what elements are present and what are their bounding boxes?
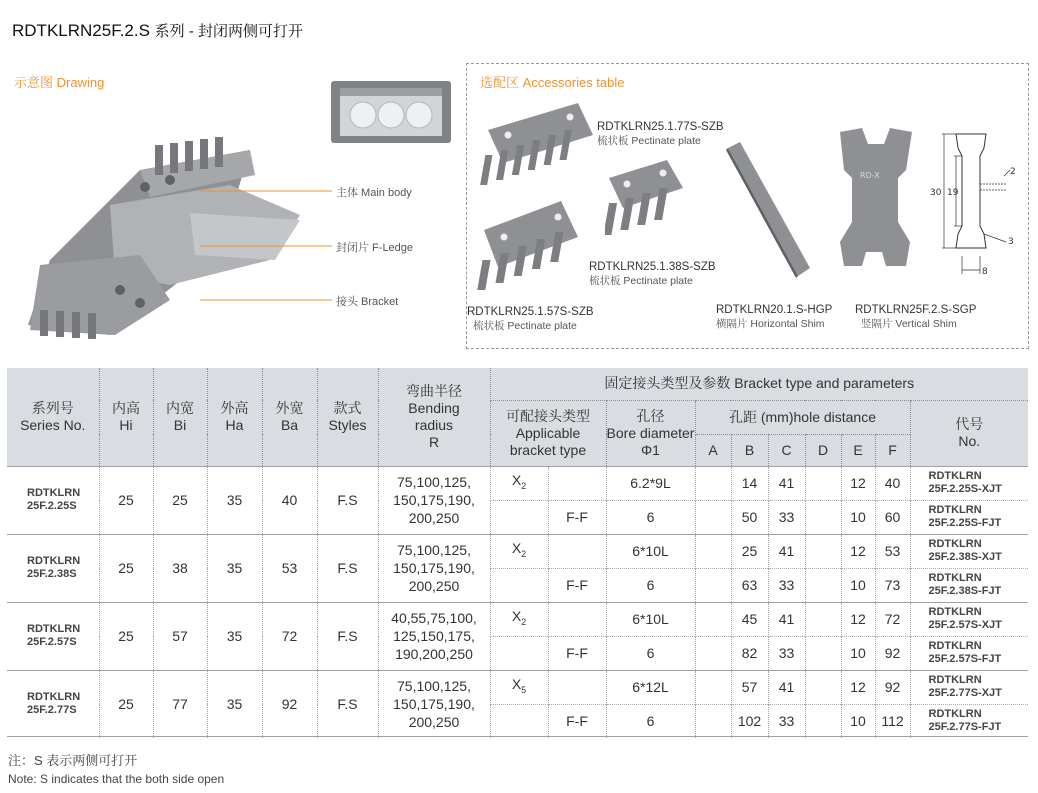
accessory-77s xyxy=(597,120,724,148)
dim-2: 2 xyxy=(1010,167,1016,177)
series-cell: RDTKLRN 25F.2.38S xyxy=(7,534,99,602)
code-cell: RDTKLRN 25F.2.77S-XJT xyxy=(910,670,1028,704)
dist-a-cell xyxy=(695,500,731,534)
accessory-57s-code: RDTKLRN25.1.57S-SZB xyxy=(467,306,594,318)
ha-cell: 35 xyxy=(207,602,262,670)
hi-cell: 25 xyxy=(99,466,153,534)
bracket-ff-cell: F-F xyxy=(548,636,606,670)
style-cell: F.S xyxy=(317,534,378,602)
accessories-label: 选配区 Accessories table xyxy=(480,75,625,90)
dist-d-cell xyxy=(805,602,841,636)
dist-a-cell xyxy=(695,568,731,602)
ba-cell: 53 xyxy=(262,534,317,602)
bracket-x-cell xyxy=(490,704,548,738)
header-hi: 内高 Hi xyxy=(99,368,153,466)
accessory-hgp-name: 横隔片 Horizontal Shim xyxy=(716,318,825,330)
accessory-38s-code: RDTKLRN25.1.38S-SZB xyxy=(589,261,716,273)
dist-d-cell xyxy=(805,466,841,500)
table-row xyxy=(7,534,1028,568)
bore-cell: 6.2*9L xyxy=(606,466,695,500)
vertical-shim-dimension-drawing xyxy=(930,126,1022,278)
vertical-shim-mark: RD-X xyxy=(860,171,880,180)
dist-e-cell: 10 xyxy=(841,636,875,670)
dist-b-cell: 57 xyxy=(731,670,768,704)
header-radius: 弯曲半径 Bending radius R xyxy=(378,368,490,466)
code-cell: RDTKLRN 25F.2.25S-FJT xyxy=(910,500,1028,534)
dist-d-cell xyxy=(805,534,841,568)
accessory-57s-name: 梳状板 Pectinate plate xyxy=(473,320,577,332)
bi-cell: 77 xyxy=(153,670,207,738)
dist-a-cell xyxy=(695,704,731,738)
series-cell: RDTKLRN 25F.2.25S xyxy=(7,466,99,534)
header-bore: 孔径 Bore diameter Φ1 xyxy=(606,400,695,466)
accessory-77s-code: RDTKLRN25.1.77S-SZB xyxy=(597,121,724,133)
dist-e-cell: 12 xyxy=(841,534,875,568)
dist-f-cell: 73 xyxy=(875,568,910,602)
bracket-x-cell: $X_2$ xyxy=(490,602,548,636)
header-ba: 外宽 Ba xyxy=(262,368,317,466)
bracket-ff-cell xyxy=(548,670,606,704)
bi-cell: 25 xyxy=(153,466,207,534)
dist-c-cell: 33 xyxy=(768,704,805,738)
header-e: E xyxy=(841,434,875,466)
header-ha: 外高 Ha xyxy=(207,368,262,466)
ba-cell: 92 xyxy=(262,670,317,738)
code-cell: RDTKLRN 25F.2.25S-XJT xyxy=(910,466,1028,500)
ha-cell: 35 xyxy=(207,670,262,738)
accessory-sgp xyxy=(855,303,976,331)
bore-cell: 6 xyxy=(606,704,695,738)
ba-cell: 72 xyxy=(262,602,317,670)
table-row xyxy=(7,670,1028,704)
bi-cell: 57 xyxy=(153,602,207,670)
series-cell: RDTKLRN 25F.2.77S xyxy=(7,670,99,738)
callout-bracket: 接头 Bracket xyxy=(336,296,399,308)
vertical-shim-image xyxy=(832,126,918,271)
dist-d-cell xyxy=(805,636,841,670)
bracket-x-cell: $X_5$ xyxy=(490,670,548,704)
dist-b-cell: 102 xyxy=(731,704,768,738)
bracket-ff-cell xyxy=(548,602,606,636)
hi-cell: 25 xyxy=(99,670,153,738)
accessory-sgp-name: 竖隔片 Vertical Shim xyxy=(861,318,957,330)
bore-cell: 6 xyxy=(606,568,695,602)
dist-a-cell xyxy=(695,466,731,500)
dist-b-cell: 82 xyxy=(731,636,768,670)
hi-cell: 25 xyxy=(99,602,153,670)
table-row xyxy=(7,602,1028,636)
table-bottom-rule xyxy=(7,736,1028,737)
dist-b-cell: 50 xyxy=(731,500,768,534)
dist-c-cell: 33 xyxy=(768,568,805,602)
dist-a-cell xyxy=(695,534,731,568)
header-applicable: 可配接头类型 Applicable bracket type xyxy=(490,400,606,466)
header-c: C xyxy=(768,434,805,466)
bore-cell: 6*12L xyxy=(606,670,695,704)
bracket-ff-cell xyxy=(548,534,606,568)
dist-c-cell: 41 xyxy=(768,466,805,500)
bracket-x-cell xyxy=(490,636,548,670)
dist-a-cell xyxy=(695,602,731,636)
bracket-x-cell: $X_2$ xyxy=(490,466,548,500)
callout-main-body: 主体 Main body xyxy=(336,187,412,199)
dist-f-cell: 53 xyxy=(875,534,910,568)
header-f: F xyxy=(875,434,910,466)
code-cell: RDTKLRN 25F.2.57S-FJT xyxy=(910,636,1028,670)
accessory-hgp-code: RDTKLRN20.1.S-HGP xyxy=(716,304,833,316)
radius-cell: 75,100,125, 150,175,190, 200,250 xyxy=(378,466,490,534)
dist-b-cell: 63 xyxy=(731,568,768,602)
dist-c-cell: 33 xyxy=(768,500,805,534)
style-cell: F.S xyxy=(317,466,378,534)
header-a: A xyxy=(695,434,731,466)
bore-cell: 6 xyxy=(606,500,695,534)
table-row xyxy=(7,466,1028,500)
dim-30: 30 xyxy=(930,188,942,198)
dist-f-cell: 72 xyxy=(875,602,910,636)
header-hole-distance: 孔距 (mm)hole distance xyxy=(695,400,910,434)
accessory-57s xyxy=(467,305,594,333)
pectinate-plate-77s-image xyxy=(478,95,598,195)
style-cell: F.S xyxy=(317,602,378,670)
accessory-77s-name: 梳状板 Pectinate plate xyxy=(597,135,701,147)
accessory-hgp xyxy=(716,303,832,331)
note-cn: 注：S 表示两侧可打开 xyxy=(8,753,138,768)
code-cell: RDTKLRN 25F.2.38S-FJT xyxy=(910,568,1028,602)
dim-8: 8 xyxy=(982,267,988,277)
hi-cell: 25 xyxy=(99,534,153,602)
dist-e-cell: 10 xyxy=(841,500,875,534)
bore-cell: 6*10L xyxy=(606,602,695,636)
dist-d-cell xyxy=(805,568,841,602)
dist-b-cell: 25 xyxy=(731,534,768,568)
dist-b-cell: 14 xyxy=(731,466,768,500)
ha-cell: 35 xyxy=(207,466,262,534)
code-cell: RDTKLRN 25F.2.57S-XJT xyxy=(910,602,1028,636)
title-cn: 系列 - 封闭两侧可打开 xyxy=(154,23,304,40)
bracket-ff-cell: F-F xyxy=(548,704,606,738)
callout-f-ledge: 封闭片 F-Ledge xyxy=(336,242,414,254)
code-cell: RDTKLRN 25F.2.38S-XJT xyxy=(910,534,1028,568)
style-cell: F.S xyxy=(317,670,378,738)
dist-c-cell: 41 xyxy=(768,534,805,568)
bracket-x-cell xyxy=(490,500,548,534)
header-bi: 内宽 Bi xyxy=(153,368,207,466)
series-cell: RDTKLRN 25F.2.57S xyxy=(7,602,99,670)
dist-d-cell xyxy=(805,500,841,534)
bracket-ff-cell: F-F xyxy=(548,500,606,534)
radius-cell: 40,55,75,100, 125,150,175, 190,200,250 xyxy=(378,602,490,670)
horizontal-shim-image xyxy=(726,140,812,280)
dist-f-cell: 60 xyxy=(875,500,910,534)
radius-cell: 75,100,125, 150,175,190, 200,250 xyxy=(378,670,490,738)
dist-e-cell: 12 xyxy=(841,602,875,636)
page-title xyxy=(12,20,303,41)
bracket-x-cell: $X_2$ xyxy=(490,534,548,568)
ba-cell: 40 xyxy=(262,466,317,534)
bracket-ff-cell: F-F xyxy=(548,568,606,602)
radius-cell: 75,100,125, 150,175,190, 200,250 xyxy=(378,534,490,602)
pectinate-plate-57s-image xyxy=(476,195,586,300)
dist-e-cell: 12 xyxy=(841,466,875,500)
dim-19: 19 xyxy=(947,188,959,198)
bi-cell: 38 xyxy=(153,534,207,602)
bore-cell: 6 xyxy=(606,636,695,670)
spec-table-body xyxy=(7,466,1028,738)
accessory-38s xyxy=(589,260,716,288)
bore-cell: 6*10L xyxy=(606,534,695,568)
accessory-sgp-code: RDTKLRN25F.2.S-SGP xyxy=(855,304,977,316)
dist-c-cell: 41 xyxy=(768,602,805,636)
dist-a-cell xyxy=(695,670,731,704)
bracket-ff-cell xyxy=(548,466,606,500)
ha-cell: 35 xyxy=(207,534,262,602)
dist-c-cell: 33 xyxy=(768,636,805,670)
bracket-x-cell xyxy=(490,568,548,602)
dist-e-cell: 12 xyxy=(841,670,875,704)
header-styles: 款式 Styles xyxy=(317,368,378,466)
code-cell: RDTKLRN 25F.2.77S-FJT xyxy=(910,704,1028,738)
header-b: B xyxy=(731,434,768,466)
pectinate-plate-38s-image xyxy=(605,158,690,248)
accessory-38s-name: 梳状板 Pectinate plate xyxy=(589,275,693,287)
header-bracket-group: 固定接头类型及参数 Bracket type and parameters xyxy=(490,368,1028,400)
header-no: 代号 No. xyxy=(910,400,1028,466)
dist-d-cell xyxy=(805,670,841,704)
chain-cross-section-image xyxy=(330,80,452,144)
note-en: Note: S indicates that the both side open xyxy=(8,772,225,786)
title-code: RDTKLRN25F.2.S xyxy=(12,21,150,40)
dist-f-cell: 40 xyxy=(875,466,910,500)
dist-f-cell: 112 xyxy=(875,704,910,738)
dist-a-cell xyxy=(695,636,731,670)
dist-b-cell: 45 xyxy=(731,602,768,636)
header-series: 系列号 Series No. xyxy=(7,368,99,466)
dist-d-cell xyxy=(805,704,841,738)
dim-3: 3 xyxy=(1008,237,1014,247)
drawing-label: 示意图 Drawing xyxy=(14,75,105,90)
dist-e-cell: 10 xyxy=(841,568,875,602)
spec-table xyxy=(7,368,1028,738)
dist-e-cell: 10 xyxy=(841,704,875,738)
dist-c-cell: 41 xyxy=(768,670,805,704)
dist-f-cell: 92 xyxy=(875,636,910,670)
header-d: D xyxy=(805,434,841,466)
dist-f-cell: 92 xyxy=(875,670,910,704)
callout-lines xyxy=(200,185,335,305)
